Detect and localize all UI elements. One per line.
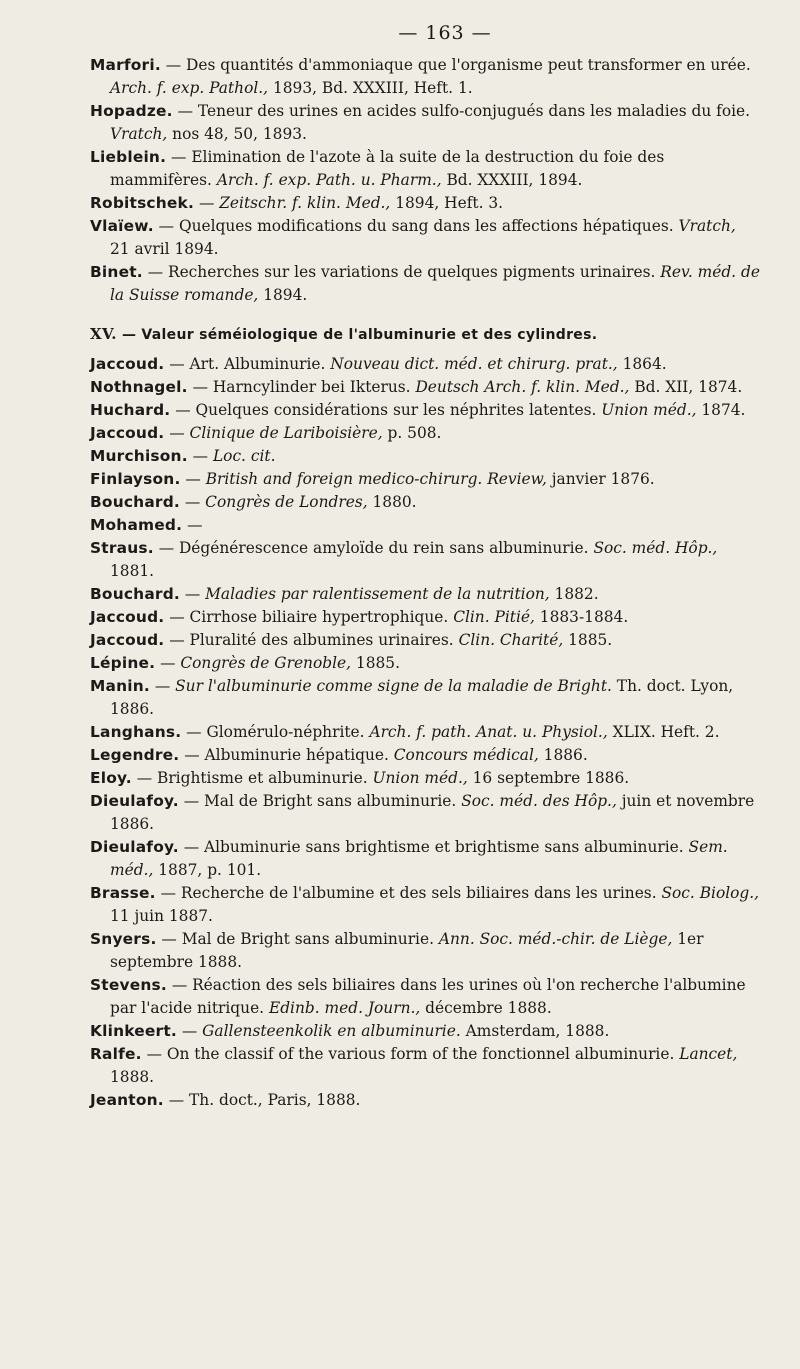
entry-details: Bd. XXXIII, 1894. [441, 171, 583, 189]
entry-author: Jeanton. [90, 1091, 164, 1109]
bibliography-entry [90, 353, 760, 376]
entry-author: Marfori. [90, 56, 161, 74]
entry-journal: Congrès de Grenoble, [180, 654, 352, 672]
entry-details: Th. doct. Lyon, 1886. [110, 677, 734, 718]
entry-author: Dieulafoy. [90, 792, 179, 810]
entry-text: — [179, 493, 206, 511]
entry-author: Bouchard. [90, 493, 180, 511]
entry-author: Dieulafoy. [90, 838, 179, 856]
entry-author: Huchard. [90, 401, 171, 419]
entry-text: — Albuminurie sans brightisme et brightisme sans albuminurie. [178, 838, 689, 856]
entry-details: juin et novembre 1886. [110, 792, 755, 833]
entry-details: 1881. [110, 562, 155, 580]
bibliography-entry [90, 583, 760, 606]
entry-author: Stevens. [90, 976, 167, 994]
bibliography-entry [90, 744, 760, 767]
entry-journal: Lancet, [679, 1045, 738, 1063]
bibliography-entry [90, 629, 760, 652]
entry-author: Robitschek. [90, 194, 195, 212]
entry-text: — Cirrhose biliaire hypertrophique. [164, 608, 454, 626]
entry-text: — [149, 677, 176, 695]
entry-details: p. 508. [382, 424, 442, 442]
entry-author: Murchison. [90, 447, 188, 465]
bibliography-list-hepatic [90, 54, 760, 307]
bibliography-entry [90, 422, 760, 445]
section-number: XV. [90, 325, 117, 343]
entry-text: — [164, 424, 190, 442]
bibliography-entry [90, 675, 760, 721]
bibliography-entry [90, 376, 760, 399]
bibliography-entry [90, 445, 760, 468]
page-number: — 163 — [398, 22, 492, 44]
entry-journal: Loc. cit. [212, 447, 276, 465]
entry-author: Snyers. [90, 930, 157, 948]
bibliography-entry [90, 1043, 760, 1089]
entry-text: — [180, 470, 206, 488]
entry-journal: Sem. méd., [110, 838, 728, 879]
entry-text: — [176, 1022, 203, 1040]
entry-details: 1887, p. 101. [153, 861, 262, 879]
entry-text: — Art. Albuminurie. [164, 355, 331, 373]
entry-details: 1883-1884. [534, 608, 629, 626]
entry-details: 1886. [538, 746, 588, 764]
entry-details: nos 48, 50, 1893. [167, 125, 307, 143]
section-heading [90, 325, 760, 343]
entry-details: 1885. [563, 631, 613, 649]
entry-details: décembre 1888. [420, 999, 552, 1017]
entry-text: — Th. doct., Paris, 1888. [163, 1091, 361, 1109]
bibliography-entry [90, 790, 760, 836]
entry-author: Vlaïew. [90, 217, 154, 235]
entry-details: 1er septembre 1888. [110, 930, 704, 971]
entry-author: Langhans. [90, 723, 182, 741]
entry-author: Lieblein. [90, 148, 167, 166]
entry-text: — Albuminurie hépatique. [179, 746, 394, 764]
entry-author: Manin. [90, 677, 150, 695]
entry-author: Straus. [90, 539, 154, 557]
entry-journal: Gallensteenkolik en albuminurie. [202, 1022, 461, 1040]
entry-author: Eloy. [90, 769, 132, 787]
entry-text: — Teneur des urines en acides sulfo-conjugués dans les maladies du foie. [172, 102, 751, 120]
bibliography-entry [90, 882, 760, 928]
entry-details: 1864. [617, 355, 667, 373]
entry-details: XLIX. Heft. 2. [607, 723, 720, 741]
entry-text: — On the classif of the various form of the fonctionnel albuminurie. [141, 1045, 680, 1063]
bibliography-entry [90, 1089, 760, 1112]
entry-text: — Dégénérescence amyloïde du rein sans albuminurie. [153, 539, 594, 557]
entry-text: — Mal de Bright sans albuminurie. [156, 930, 439, 948]
entry-text: — Glomérulo-néphrite. [181, 723, 370, 741]
bibliography-entry [90, 606, 760, 629]
entry-journal: Arch. f. exp. Pathol., [110, 79, 269, 97]
entry-text: — Harncylinder bei Ikterus. [187, 378, 416, 396]
entry-details: 1885. [351, 654, 400, 672]
entry-details: 1874. [696, 401, 746, 419]
entry-journal: Deutsch Arch. f. klin. Med., [415, 378, 630, 396]
entry-text: — Recherche de l'albumine et des sels biliaires dans les urines. [155, 884, 662, 902]
entry-journal: Vratch, [678, 217, 736, 235]
entry-journal: Clin. Pitié, [453, 608, 535, 626]
bibliography-entry [90, 652, 760, 675]
entry-text: — [155, 654, 181, 672]
bibliography-entry [90, 54, 760, 100]
entry-author: Binet. [90, 263, 143, 281]
entry-journal: Concours médical, [393, 746, 539, 764]
entry-text: — Recherches sur les variations de quelques pigments urinaires. [142, 263, 661, 281]
entry-journal: Nouveau dict. méd. et chirurg. prat., [330, 355, 618, 373]
entry-text: — Mal de Bright sans albuminurie. [178, 792, 462, 810]
entry-text: — [194, 194, 220, 212]
entry-journal: Clinique de Lariboisière, [189, 424, 383, 442]
entry-journal: Vratch, [110, 125, 168, 143]
entry-author: Hopadze. [90, 102, 173, 120]
entry-journal: British and foreign medico-chirurg. Review, [205, 470, 547, 488]
bibliography-entry [90, 215, 760, 261]
entry-details: janvier 1876. [546, 470, 655, 488]
bibliography-entry [90, 491, 760, 514]
entry-author: Finlayson. [90, 470, 181, 488]
entry-journal: Union méd., [601, 401, 697, 419]
entry-details: Amsterdam, 1888. [460, 1022, 610, 1040]
entry-author: Mohamed. [90, 516, 183, 534]
entry-journal: Arch. f. exp. Path. u. Pharm., [216, 171, 442, 189]
entry-journal: Union méd., [372, 769, 468, 787]
entry-author: Legendre. [90, 746, 180, 764]
entry-details: 21 avril 1894. [110, 240, 219, 258]
entry-author: Nothnagel. [90, 378, 188, 396]
entry-journal: Edinb. med. Journ., [268, 999, 421, 1017]
bibliography-entry [90, 146, 760, 192]
entry-journal: Arch. f. path. Anat. u. Physiol., [369, 723, 608, 741]
bibliography-entry [90, 192, 760, 215]
entry-journal: Ann. Soc. méd.-chir. de Liège, [438, 930, 673, 948]
entry-author: Jaccoud. [90, 424, 165, 442]
entry-details: 16 septembre 1886. [467, 769, 630, 787]
entry-text: — [179, 585, 206, 603]
bibliography-list-albuminuria [90, 353, 760, 1112]
entry-details: 1893, Bd. XXXIII, Heft. 1. [268, 79, 473, 97]
entry-text: — Quelques considérations sur les néphrites latentes. [170, 401, 602, 419]
section-title: — Valeur séméiologique de l'albuminurie et des cylindres. [116, 327, 598, 343]
entry-details: 1882. [549, 585, 599, 603]
entry-author: Lépine. [90, 654, 156, 672]
entry-journal: Soc. Biolog., [661, 884, 760, 902]
entry-author: Klinkeert. [90, 1022, 177, 1040]
bibliography-entry [90, 100, 760, 146]
bibliography-entry [90, 836, 760, 882]
entry-text: — Des quantités d'ammoniaque que l'organisme peut transformer en urée. [160, 56, 751, 74]
bibliography-entry [90, 1020, 760, 1043]
entry-details: 11 juin 1887. [110, 907, 213, 925]
bibliography-entry [90, 261, 760, 307]
entry-author: Brasse. [90, 884, 156, 902]
bibliography-entry [90, 399, 760, 422]
bibliography-entry [90, 537, 760, 583]
entry-details: 1888. [110, 1068, 155, 1086]
entry-journal: Congrès de Londres, [205, 493, 368, 511]
bibliography-entry [90, 468, 760, 491]
bibliography-entry [90, 514, 760, 537]
bibliography-entry [90, 767, 760, 790]
entry-journal: Zeitschr. f. klin. Med., [219, 194, 391, 212]
entry-details: Bd. XII, 1874. [629, 378, 743, 396]
entry-details: 1880. [367, 493, 417, 511]
entry-details: 1894. [258, 286, 308, 304]
entry-journal: Sur l'albuminurie comme signe de la maladie de Bright. [175, 677, 612, 695]
entry-journal: Rev. méd. de la Suisse romande, [110, 263, 760, 304]
entry-author: Jaccoud. [90, 355, 165, 373]
bibliography-entry [90, 721, 760, 744]
entry-author: Jaccoud. [90, 631, 165, 649]
entry-text: — Quelques modifications du sang dans les affections hépatiques. [153, 217, 679, 235]
entry-author: Jaccoud. [90, 608, 165, 626]
bibliography-entry [90, 928, 760, 974]
entry-journal: Soc. méd. des Hôp., [461, 792, 617, 810]
entry-text: — Elimination de l'azote à la suite de la destruction du foie des mammifères. [110, 148, 665, 189]
entry-text: — Pluralité des albumines urinaires. [164, 631, 459, 649]
entry-text: — Brightisme et albuminurie. [131, 769, 373, 787]
entry-text: — Réaction des sels biliaires dans les urines où l'on recherche l'albumine par l'acide nitrique. [110, 976, 746, 1017]
entry-details: 1894, Heft. 3. [390, 194, 504, 212]
entry-text: — [187, 447, 213, 465]
entry-text: — [182, 516, 203, 534]
entry-author: Bouchard. [90, 585, 180, 603]
bibliography-entry [90, 974, 760, 1020]
entry-author: Ralfe. [90, 1045, 142, 1063]
entry-journal: Soc. méd. Hôp., [593, 539, 718, 557]
entry-journal: Maladies par ralentissement de la nutrition, [205, 585, 550, 603]
entry-journal: Clin. Charité, [458, 631, 564, 649]
